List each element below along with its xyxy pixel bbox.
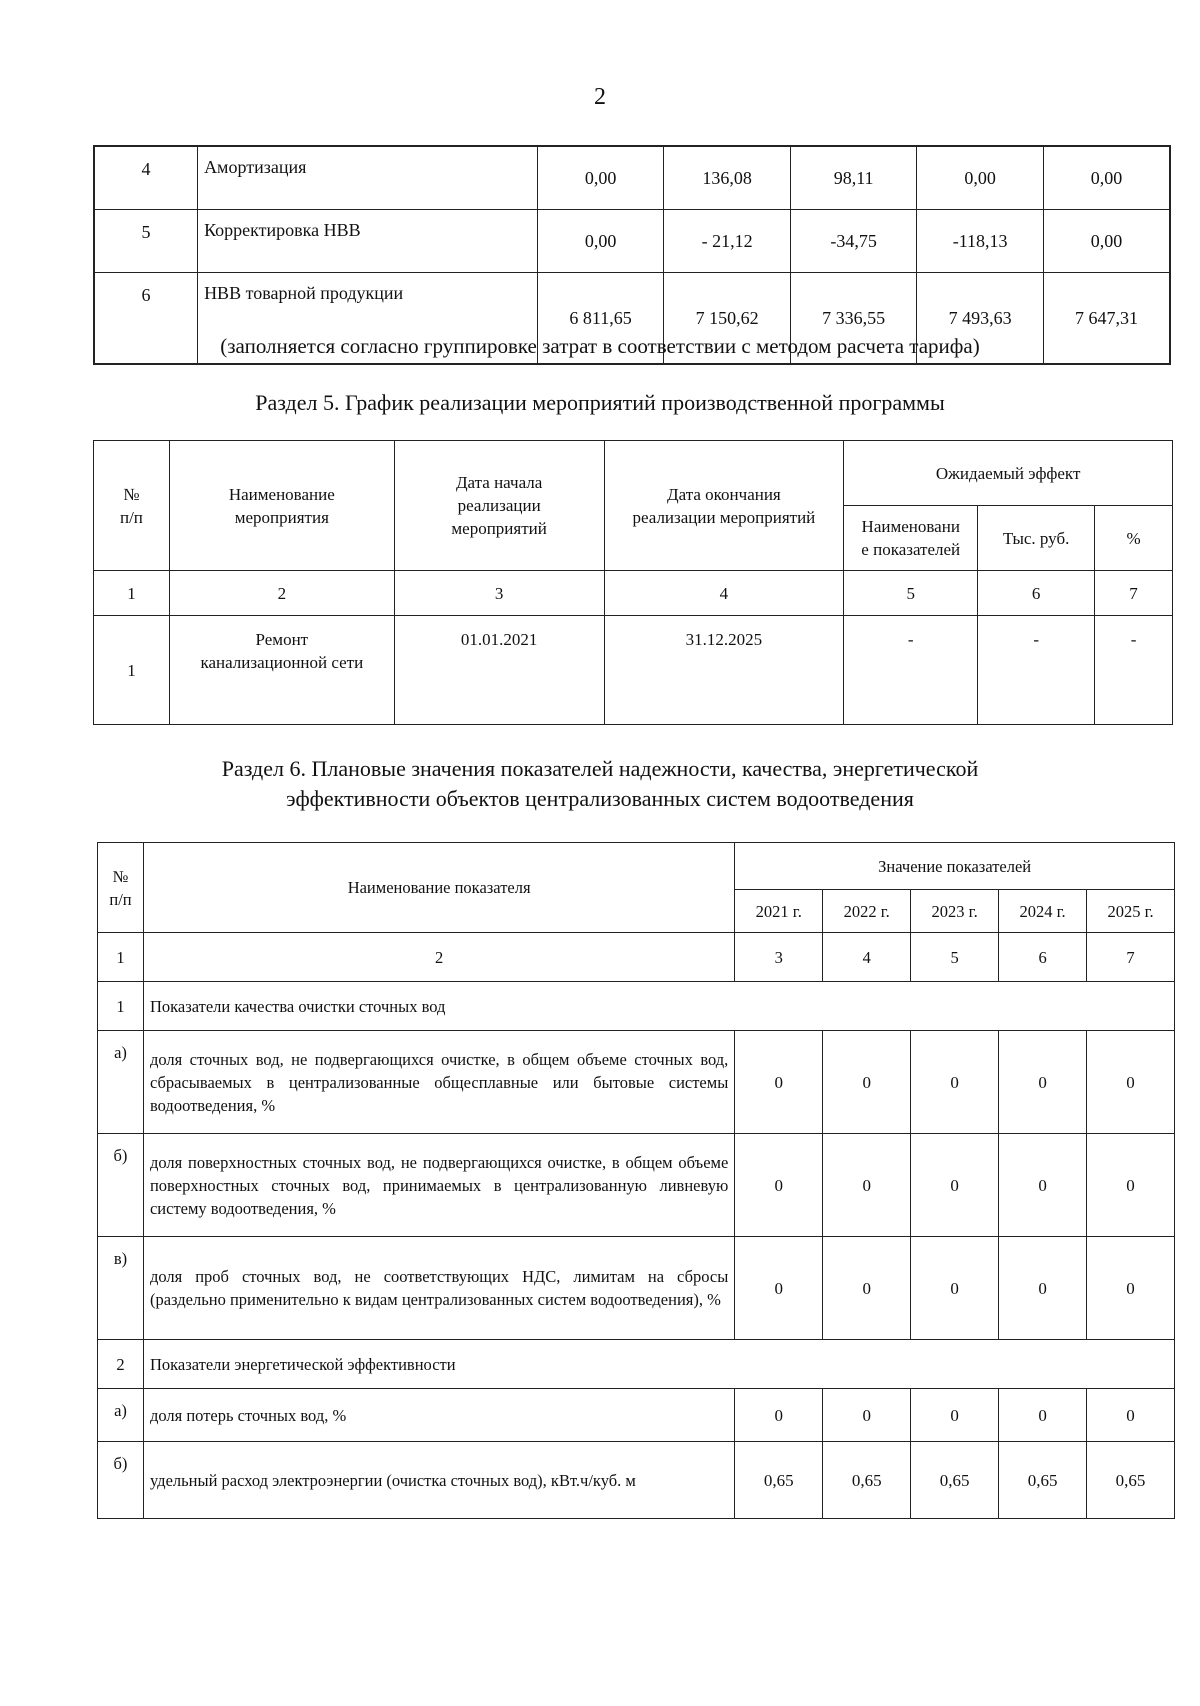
index-cell: 7 <box>1087 933 1175 982</box>
schedule-table <box>93 440 1173 725</box>
value-cell: 7 336,55 <box>790 273 917 365</box>
value-cell: 0,65 <box>823 1442 911 1519</box>
indicators-table <box>97 842 1175 1519</box>
section6-title-line1: Раздел 6. Плановые значения показателей надежности, качества, энергетической <box>221 756 979 781</box>
value-cell: 0 <box>823 1237 911 1340</box>
value-cell: 0,00 <box>537 210 664 273</box>
value-cell: 6 811,65 <box>537 273 664 365</box>
value-cell: 0 <box>823 1031 911 1134</box>
table-row <box>98 1442 1175 1519</box>
header-end-date: Дата окончания реализации мероприятий <box>604 441 844 571</box>
value-cell: 0 <box>735 1134 823 1237</box>
index-cell: 5 <box>911 933 999 982</box>
value-cell: 0 <box>999 1389 1087 1442</box>
value-cell: 0 <box>735 1031 823 1134</box>
value-cell: 7 647,31 <box>1043 273 1170 365</box>
index-cell: 7 <box>1095 571 1173 616</box>
section6-title <box>0 754 1200 814</box>
value-cell: 0,65 <box>735 1442 823 1519</box>
index-cell: 2 <box>169 571 394 616</box>
item-text: удельный расход электроэнергии (очистка сточных вод), кВт.ч/куб. м <box>143 1442 734 1519</box>
header-effect-rub: Тыс. руб. <box>978 506 1095 571</box>
section-number: 2 <box>98 1340 144 1389</box>
index-cell: 5 <box>844 571 978 616</box>
value-cell: 0,00 <box>1043 146 1170 210</box>
item-text: доля сточных вод, не подвергающихся очистке, в общем объеме сточных вод, сбрасываемых в централизованные общесплавные или бытовые системы водоотведения, % <box>143 1031 734 1134</box>
value-cell: 0,65 <box>911 1442 999 1519</box>
value-cell: 0,00 <box>537 146 664 210</box>
index-row <box>94 571 1173 616</box>
table-row <box>94 210 1170 273</box>
section-number: 1 <box>98 982 144 1031</box>
value-cell: 98,11 <box>790 146 917 210</box>
value-cell: 0,65 <box>999 1442 1087 1519</box>
index-cell: 6 <box>978 571 1095 616</box>
section5-title: Раздел 5. График реализации мероприятий производственной программы <box>255 390 945 415</box>
value-cell: 0 <box>1087 1031 1175 1134</box>
row-effect-pct: - <box>1095 616 1173 725</box>
header-effect-pct: % <box>1095 506 1173 571</box>
item-label: а) <box>98 1031 144 1134</box>
row-number: 1 <box>94 616 170 725</box>
value-cell: 0 <box>1087 1134 1175 1237</box>
row-number: 5 <box>94 210 198 273</box>
row-name: Корректировка НВВ <box>198 210 538 273</box>
header-effect-name: Наименовани е показателей <box>844 506 978 571</box>
item-label: б) <box>98 1134 144 1237</box>
value-cell: 7 150,62 <box>664 273 791 365</box>
section6-title-line2: эффективности объектов централизованных систем водоотведения <box>286 786 914 811</box>
header-year: 2022 г. <box>823 890 911 933</box>
index-cell: 3 <box>394 571 604 616</box>
value-cell: 0,00 <box>1043 210 1170 273</box>
value-cell: 7 493,63 <box>917 273 1044 365</box>
header-year: 2023 г. <box>911 890 999 933</box>
header-num: № п/п <box>98 843 144 933</box>
header-name: Наименование мероприятия <box>169 441 394 571</box>
table-row <box>98 1031 1175 1134</box>
row-name: НВВ товарной продукции <box>198 273 538 365</box>
value-cell: 0 <box>735 1237 823 1340</box>
item-label: в) <box>98 1237 144 1340</box>
row-start-date: 01.01.2021 <box>394 616 604 725</box>
index-cell: 4 <box>604 571 844 616</box>
index-cell: 1 <box>94 571 170 616</box>
item-label: а) <box>98 1389 144 1442</box>
value-cell: 0 <box>911 1237 999 1340</box>
value-cell: -34,75 <box>790 210 917 273</box>
index-cell: 3 <box>735 933 823 982</box>
table-note: (заполняется согласно группировке затрат в соответствии с методом расчета тарифа) <box>220 334 980 358</box>
value-cell: 0 <box>1087 1389 1175 1442</box>
index-cell: 2 <box>143 933 734 982</box>
value-cell: 0 <box>999 1237 1087 1340</box>
row-effect-rub: - <box>978 616 1095 725</box>
value-cell: 0 <box>823 1389 911 1442</box>
header-name: Наименование показателя <box>143 843 734 933</box>
value-cell: 0 <box>735 1389 823 1442</box>
value-cell: - 21,12 <box>664 210 791 273</box>
section-row <box>98 982 1175 1031</box>
item-text: доля потерь сточных вод, % <box>143 1389 734 1442</box>
header-effect: Ожидаемый эффект <box>844 441 1173 506</box>
item-text: доля проб сточных вод, не соответствующих НДС, лимитам на сбросы (раздельно применительно к видам централизованных систем водоотведения), % <box>143 1237 734 1340</box>
value-cell: 0 <box>823 1134 911 1237</box>
row-end-date: 31.12.2025 <box>604 616 844 725</box>
header-num: № п/п <box>94 441 170 571</box>
header-year: 2021 г. <box>735 890 823 933</box>
value-cell: 0 <box>999 1031 1087 1134</box>
header-year: 2025 г. <box>1087 890 1175 933</box>
value-cell: 0,65 <box>1087 1442 1175 1519</box>
value-cell: 0 <box>911 1134 999 1237</box>
value-cell: -118,13 <box>917 210 1044 273</box>
row-number: 6 <box>94 273 198 365</box>
value-cell: 0 <box>999 1134 1087 1237</box>
item-label: б) <box>98 1442 144 1519</box>
section-title: Показатели качества очистки сточных вод <box>143 982 1174 1031</box>
row-effect-name: - <box>844 616 978 725</box>
table-row <box>94 146 1170 210</box>
cost-table <box>93 145 1171 365</box>
table-header-row <box>94 441 1173 506</box>
header-values: Значение показателей <box>735 843 1175 890</box>
table-header-row <box>98 843 1175 890</box>
value-cell: 136,08 <box>664 146 791 210</box>
item-text: доля поверхностных сточных вод, не подвергающихся очистке, в общем объеме поверхностных сточных вод, принимаемых в централизованную ливневую систему водоотведения, % <box>143 1134 734 1237</box>
header-start-date: Дата начала реализации мероприятий <box>394 441 604 571</box>
row-name: Амортизация <box>198 146 538 210</box>
page-number: 2 <box>594 84 606 110</box>
value-cell: 0 <box>911 1031 999 1134</box>
table-row <box>98 1389 1175 1442</box>
table-row <box>94 616 1173 725</box>
index-row <box>98 933 1175 982</box>
value-cell: 0,00 <box>917 146 1044 210</box>
row-name: Ремонт канализационной сети <box>169 616 394 725</box>
table-row <box>98 1134 1175 1237</box>
table-row <box>98 1237 1175 1340</box>
section-title: Показатели энергетической эффективности <box>143 1340 1174 1389</box>
value-cell: 0 <box>911 1389 999 1442</box>
row-number: 4 <box>94 146 198 210</box>
value-cell: 0 <box>1087 1237 1175 1340</box>
index-cell: 6 <box>999 933 1087 982</box>
section-row <box>98 1340 1175 1389</box>
header-year: 2024 г. <box>999 890 1087 933</box>
index-cell: 4 <box>823 933 911 982</box>
index-cell: 1 <box>98 933 144 982</box>
